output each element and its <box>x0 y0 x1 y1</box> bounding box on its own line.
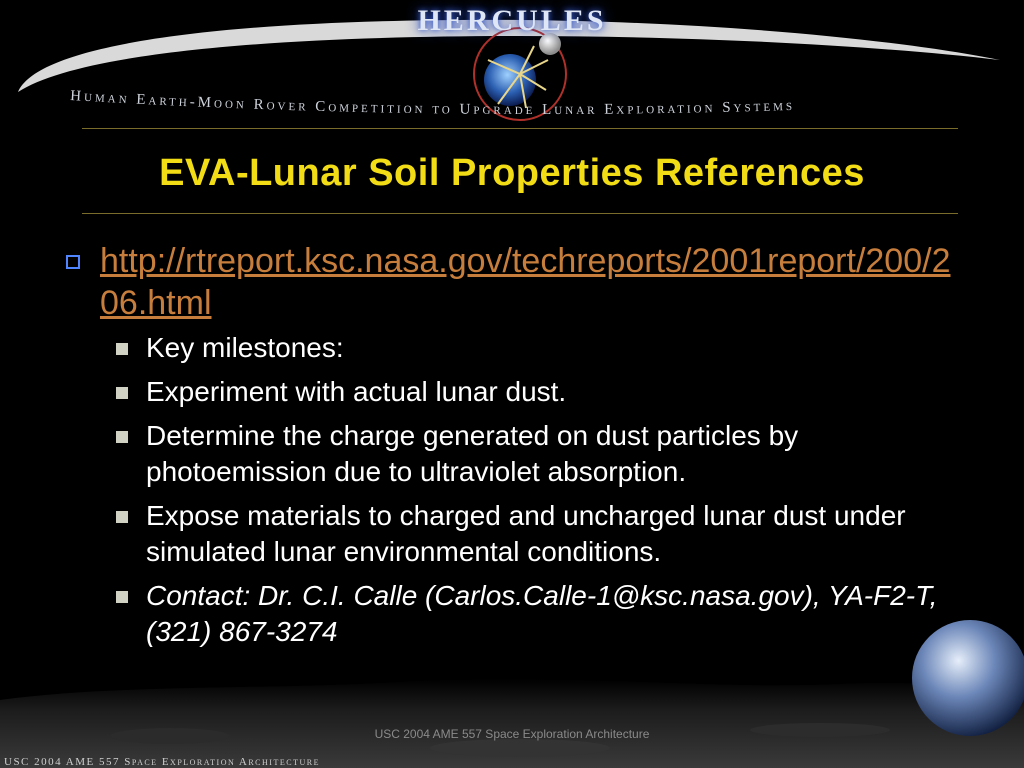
logo-text: HERCULES <box>417 4 607 37</box>
reference-link[interactable]: http://rtreport.ksc.nasa.gov/techreports/2001report/200/206.html <box>100 242 951 322</box>
hollow-square-bullet-icon <box>66 255 80 269</box>
tagline: Human Earth-Moon Rover Competition to Upgrade Lunar Exploration Systems <box>69 88 796 119</box>
reference-item <box>64 240 964 324</box>
page-title: EVA-Lunar Soil Properties References <box>159 152 865 194</box>
list-item: Expose materials to charged and uncharged lunar dust under simulated lunar environmental conditions. <box>64 498 964 570</box>
contact-item: Contact: Dr. C.I. Calle (Carlos.Calle-1@ksc.nasa.gov), YA-F2-T, (321) 867-3274 <box>64 578 964 650</box>
milestone-list <box>64 330 964 650</box>
square-bullet-icon <box>116 511 128 523</box>
tagline-banner <box>0 0 1024 130</box>
title-top-rule <box>82 128 958 129</box>
title-bottom-rule <box>82 213 958 214</box>
square-bullet-icon <box>116 387 128 399</box>
square-bullet-icon <box>116 591 128 603</box>
footer-left-banner <box>4 754 344 768</box>
square-bullet-icon <box>116 431 128 443</box>
list-item: Determine the charge generated on dust particles by photoemission due to ultraviolet absorption. <box>64 418 964 490</box>
slide-body <box>64 240 964 658</box>
list-item: Experiment with actual lunar dust. <box>64 374 964 410</box>
list-item: Key milestones: <box>64 330 964 366</box>
square-bullet-icon <box>116 343 128 355</box>
footer-center-text: USC 2004 AME 557 Space Exploration Architecture <box>374 727 650 741</box>
footer-left-text: USC 2004 AME 557 Space Exploration Architecture <box>4 756 320 768</box>
